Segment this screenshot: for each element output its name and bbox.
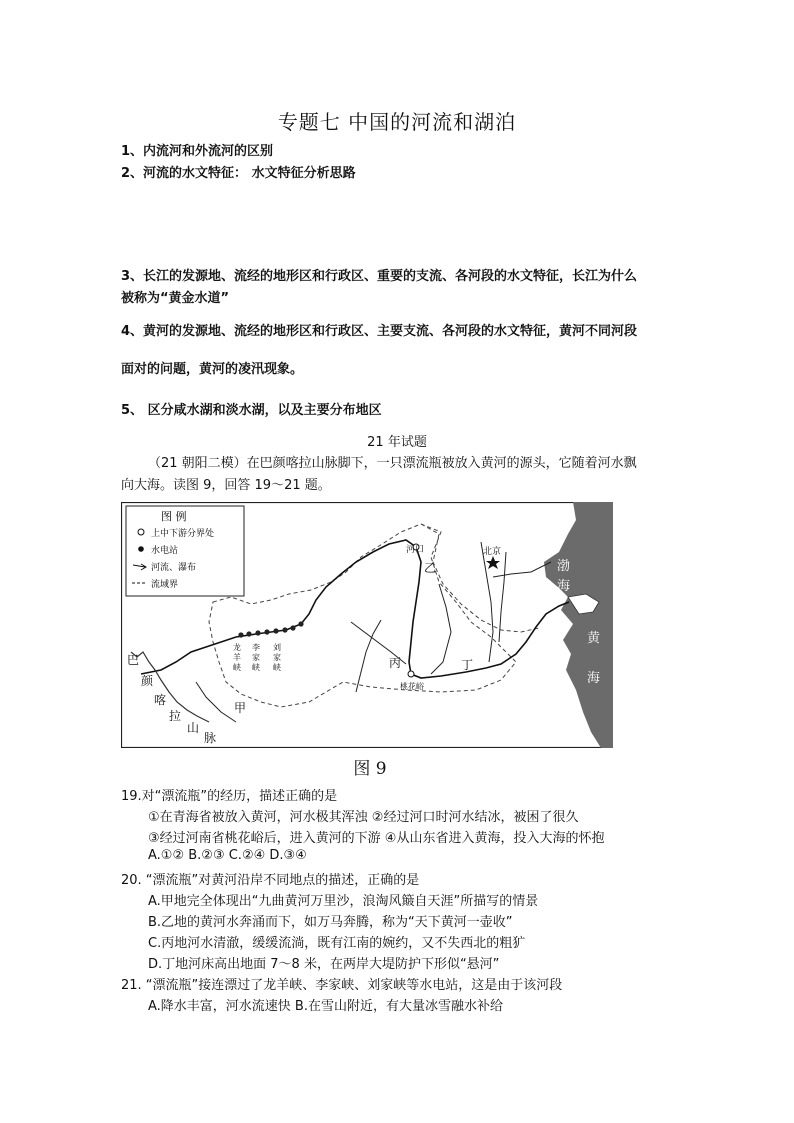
question-19-choices: A.①② B.②③ C.②④ D.③④ — [148, 848, 307, 863]
question-20-option-d: D.丁地河床高出地面 7～8 米，在两岸大堤防护下形似“悬河” — [148, 957, 500, 972]
legend-item-hydropower: 水电站 — [151, 546, 179, 556]
label-bohai-2: 海 — [557, 579, 571, 594]
label-bayankala-6: 脉 — [204, 731, 217, 745]
label-liujiaxia-2: 家 — [273, 653, 281, 662]
label-lijiaxia-2: 家 — [252, 653, 260, 662]
outline-item-2: 2、河流的水文特征： 水文特征分析思路 — [121, 166, 356, 181]
legend-hydropower-symbol — [138, 546, 144, 552]
label-huanghai-1: 黄 — [587, 631, 601, 646]
exam-heading: 21 年试题 — [367, 435, 427, 450]
hydropower-station-marker — [273, 628, 278, 633]
label-beijing: 北京 — [483, 547, 502, 557]
question-21-choices: A.降水丰富，河水流速快 B.在雪山附近，有大量冰雪融水补给 — [148, 999, 503, 1014]
label-ding: 丁 — [461, 658, 474, 672]
label-yi: 乙 — [424, 561, 437, 575]
hydropower-station-marker — [282, 627, 287, 632]
label-lijiaxia-1: 李 — [252, 643, 260, 652]
figure-caption: 图 9 — [353, 759, 387, 779]
label-taohuayu: 桃花峪 — [400, 682, 424, 691]
label-liujiaxia-1: 刘 — [273, 643, 281, 652]
question-19: 19.对“漂流瓶”的经历，描述正确的是 — [121, 789, 338, 804]
question-19-options-1: ①在青海省被放入黄河，河水极其浑浊 ②经过河口时河水结冰，被困了很久 — [148, 810, 579, 825]
boundary-marker-taohuayu — [408, 671, 414, 677]
outline-item-4-line-2: 面对的问题，黄河的凌汛现象。 — [121, 362, 304, 377]
outline-item-3-line-2: 被称为“黄金水道” — [121, 291, 230, 306]
question-21: 21. “漂流瓶”接连漂过了龙羊峡、李家峡、刘家峡等水电站，这是由于该河段 — [121, 978, 563, 993]
label-liujiaxia-3: 峡 — [273, 663, 281, 672]
exam-intro-line-2: 向大海。读图 9，回答 19～21 题。 — [121, 478, 331, 493]
question-20: 20. “漂流瓶”对黄河沿岸不同地点的描述，正确的是 — [121, 873, 420, 888]
page-title: 专题七 中国的河流和湖泊 — [277, 110, 517, 134]
hydropower-station-marker — [255, 630, 260, 635]
label-hekou: 河口 — [406, 545, 425, 555]
outline-item-1: 1、内流河和外流河的区别 — [121, 144, 274, 159]
hydropower-station-marker — [238, 632, 243, 637]
legend-boundary-symbol — [138, 529, 144, 535]
hydropower-station-marker — [290, 625, 295, 630]
hydropower-station-marker — [246, 631, 251, 636]
legend-item-basin: 流域界 — [151, 580, 179, 590]
legend-title: 图 例 — [161, 510, 187, 523]
outline-item-4-line-1: 4、黄河的发源地、流经的地形区和行政区、主要支流、各河段的水文特征，黄河不同河段 — [121, 324, 638, 339]
label-bing: 丙 — [389, 656, 402, 670]
legend-item-river: 河流、瀑布 — [151, 563, 197, 573]
question-20-option-a: A.甲地完全体现出“九曲黄河万里沙，浪淘风簸自天涯”所描写的情景 — [148, 894, 539, 909]
question-20-option-c: C.丙地河水清澈，缓缓流淌，既有江南的婉约，又不失西北的粗犷 — [148, 936, 526, 951]
exam-intro-line-1: （21 朝阳二模）在巴颜喀拉山脉脚下，一只漂流瓶被放入黄河的源头，它随着河水飘 — [148, 456, 637, 471]
label-huanghai-2: 海 — [587, 671, 601, 686]
question-20-option-b: B.乙地的黄河水奔涌而下，如万马奔腾，称为“天下黄河一壶收” — [148, 915, 513, 930]
label-bayankala-3: 喀 — [154, 693, 167, 707]
outline-item-5: 5、 区分咸水湖和淡水湖，以及主要分布地区 — [121, 403, 382, 418]
outline-item-3-line-1: 3、长江的发源地、流经的地形区和行政区、重要的支流、各河段的水文特征，长江为什么 — [121, 269, 638, 284]
label-bohai-1: 渤 — [557, 559, 571, 574]
label-longyangxia-3: 峡 — [233, 663, 241, 672]
hydropower-station-marker — [298, 621, 303, 626]
label-bayankala-2: 颜 — [141, 674, 154, 688]
label-jia: 甲 — [234, 701, 247, 715]
hydropower-station-marker — [264, 629, 269, 634]
legend-item-boundary: 上中下游分界处 — [151, 529, 215, 539]
yellow-river-map — [121, 502, 613, 748]
question-19-options-2: ③经过河南省桃花峪后，进入黄河的下游 ④从山东省进入黄海，投入大海的怀抱 — [148, 831, 605, 846]
label-longyangxia-1: 龙 — [233, 643, 241, 652]
label-lijiaxia-3: 峡 — [252, 663, 260, 672]
label-bayankala-4: 拉 — [169, 709, 182, 723]
label-bayankala-1: 巴 — [127, 653, 140, 667]
label-bayankala-5: 山 — [187, 721, 200, 735]
label-longyangxia-2: 羊 — [233, 653, 241, 662]
